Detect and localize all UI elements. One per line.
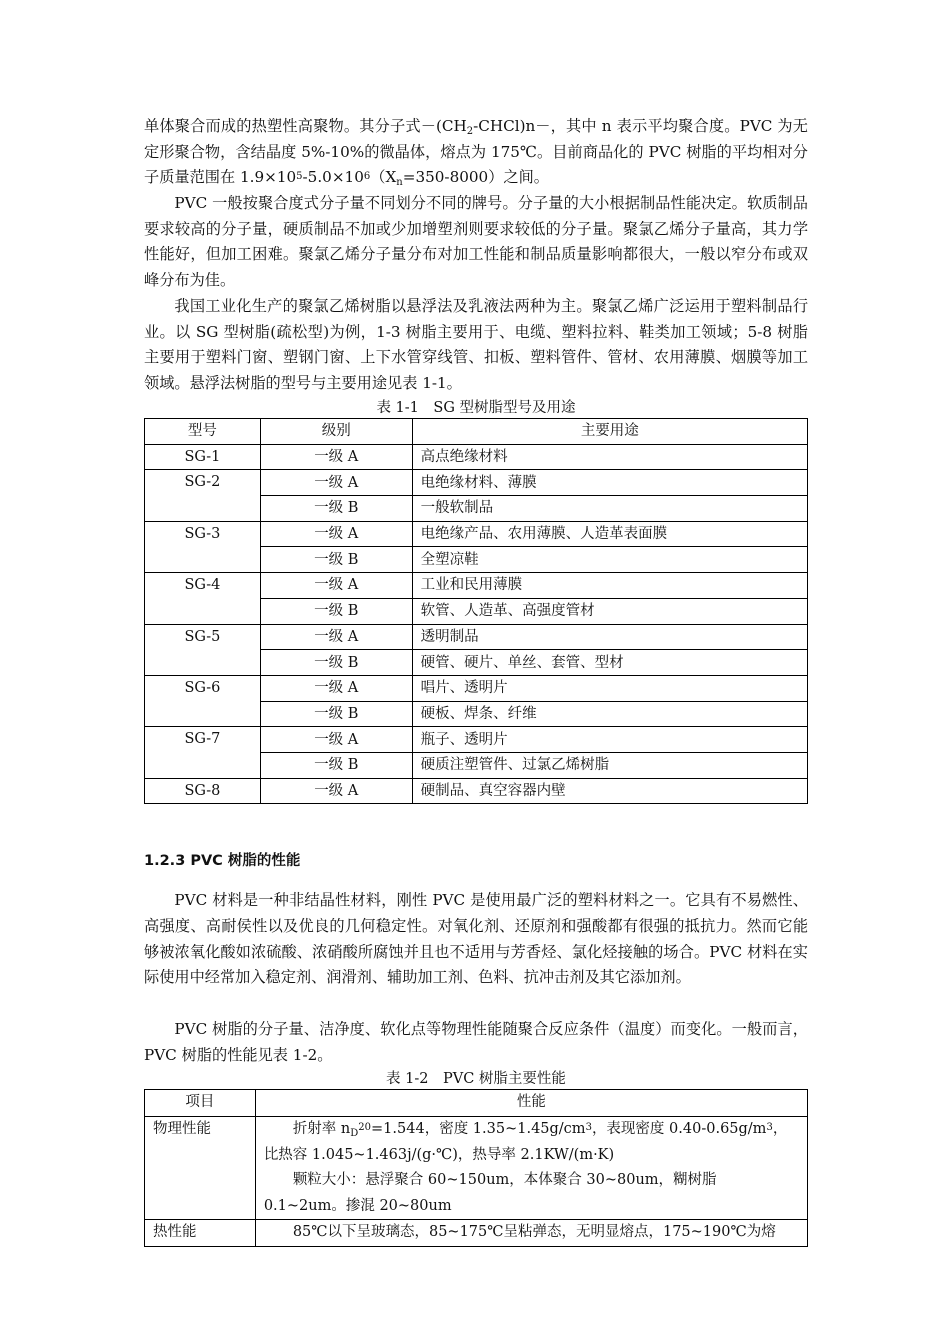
use-cell: 瓶子、透明片 [412,727,807,753]
table-1-header-grade: 级别 [260,419,412,445]
intro-paragraph-3: 我国工业化生产的聚氯乙烯树脂以悬浮法及乳液法两种为主。聚氯乙烯广泛运用于塑料制品行业。以 SG 型树脂(疏松型)为例，1-3 树脂主要用于、电缆、塑料拉料、鞋类加工领域；5-8 树脂主要用于塑料门窗、塑钢门窗、上下水管穿线管、扣板、塑料管件、管材、农用薄膜、烟膜等加工领域。悬浮法树脂的型号与主要用途见表 1-1。 [144,297,808,392]
property-value-cell [255,1220,807,1247]
grade-cell: 一级 A [260,521,412,547]
table-row [145,727,808,753]
grade-cell: 一级 A [260,675,412,701]
model-cell: SG-4 [145,573,261,624]
model-cell: SG-2 [145,470,261,521]
thermal-properties-text: 85℃以下呈玻璃态，85~175℃呈粘弹态，无明显熔点，175~190℃为熔 [292,1224,776,1241]
grade-cell: 一级 A [260,624,412,650]
use-cell: 硬管、硬片、单丝、套管、型材 [412,650,807,676]
table-1-header-row [145,419,808,445]
table-1-header-model: 型号 [145,419,261,445]
property-label-cell: 热性能 [145,1220,256,1247]
grade-cell: 一级 A [260,573,412,599]
grade-cell: 一级 A [260,444,412,470]
table-row [145,624,808,650]
use-cell: 软管、人造革、高强度管材 [412,598,807,624]
grade-cell: 一级 B [260,752,412,778]
section-heading: 1.2.3 PVC 树脂的性能 [144,853,301,870]
section-paragraph-1: PVC 材料是一种非结晶性材料，刚性 PVC 是使用最广泛的塑料材料之一。它具有不易燃性、高强度、高耐侯性以及优良的几何稳定性。对氧化剂、还原剂和强酸都有很强的抵抗力。然而它能够被浓氧化酸如浓硫酸、浓硝酸所腐蚀并且也不适用与芳香烃、氯化烃接触的场合。PVC 材料在实际使用中经常加入稳定剂、润滑剂、辅助加工剂、色料、抗冲击剂及其它添加剂。 [144,891,808,987]
table-1 [144,418,808,804]
property-value-cell [255,1116,807,1219]
use-cell: 硬制品、真空容器内壁 [412,778,807,804]
table-2-header-property: 性能 [255,1090,807,1117]
table-row [145,1220,808,1247]
document-page [144,114,808,1247]
use-cell: 高点绝缘材料 [412,444,807,470]
use-cell: 透明制品 [412,624,807,650]
grade-cell: 一级 B [260,701,412,727]
grade-cell: 一级 A [260,778,412,804]
table-row [145,675,808,701]
use-cell: 电绝缘材料、薄膜 [412,470,807,496]
use-cell: 工业和民用薄膜 [412,573,807,599]
table-row [145,521,808,547]
use-cell: 硬质注塑管件、过氯乙烯树脂 [412,752,807,778]
grade-cell: 一级 B [260,496,412,522]
table-2 [144,1089,808,1247]
table-row [145,444,808,470]
grade-cell: 一级 A [260,470,412,496]
section-paragraph-2: PVC 树脂的分子量、洁净度、软化点等物理性能随聚合反应条件（温度）而变化。一般而言，PVC 树脂的性能见表 1-2。 [144,1020,808,1064]
table-row [145,470,808,496]
grade-cell: 一级 B [260,650,412,676]
model-cell: SG-1 [145,444,261,470]
intro-paragraph-2: PVC 一般按聚合度式分子量不同划分不同的牌号。分子量的大小根据制品性能决定。软质制品要求较高的分子量，硬质制品不加或少加增塑剂则要求较低的分子量。聚氯乙烯分子量高，其力学性能好，但加工困难。聚氯乙烯分子量分布对加工性能和制品质量影响都很大，一般以窄分布或双峰分布为佳。 [144,194,808,289]
use-cell: 全塑凉鞋 [412,547,807,573]
model-cell: SG-8 [145,778,261,804]
model-cell: SG-3 [145,521,261,572]
physical-properties-text: 折射率 $n_D^{20}=1.544$，密度 $1.35\sim 1.45g/cm^3$，表现密度 $0.40-0.65g/m^3$，比热容 1.045~1.463j/(g·℃)，热导率 2.1KW/(m·K) [263,1120,788,1163]
table-2-header-row [145,1090,808,1117]
table-2-caption: 表 1-2 PVC 树脂主要性能 [386,1071,566,1088]
model-cell: SG-7 [145,727,261,778]
model-cell: SG-6 [145,675,261,726]
table-row [145,778,808,804]
particle-size-text: 颗粒大小：悬浮聚合 60~150um，本体聚合 30~80um，糊树脂 0.1~2um。掺混 20~80um [263,1172,717,1214]
table-1-header-use: 主要用途 [412,419,807,445]
intro-paragraph-1: 单体聚合而成的热塑性高聚物。其分子式$-(CH_2-CHCl)n-$，其中 n 表示平均聚合度。PVC 为无定形聚合物，含结晶度 5%-10%的微晶体，熔点为 175℃。目前商品化的 PVC 树脂的平均相对分子质量范围在 $1.9\times 10^5-5.0\times 10^6(X_n=350-8000)$之间。 [144,117,808,189]
use-cell: 电绝缘产品、农用薄膜、人造革表面膜 [412,521,807,547]
model-cell: SG-5 [145,624,261,675]
grade-cell: 一级 B [260,598,412,624]
table-row [145,573,808,599]
table-2-header-item: 项目 [145,1090,256,1117]
use-cell: 一般软制品 [412,496,807,522]
property-label-cell: 物理性能 [145,1116,256,1219]
table-1-caption: 表 1-1 SG 型树脂型号及用途 [376,400,576,416]
grade-cell: 一级 B [260,547,412,573]
table-row [145,1116,808,1219]
use-cell: 硬板、焊条、纤维 [412,701,807,727]
use-cell: 唱片、透明片 [412,675,807,701]
grade-cell: 一级 A [260,727,412,753]
